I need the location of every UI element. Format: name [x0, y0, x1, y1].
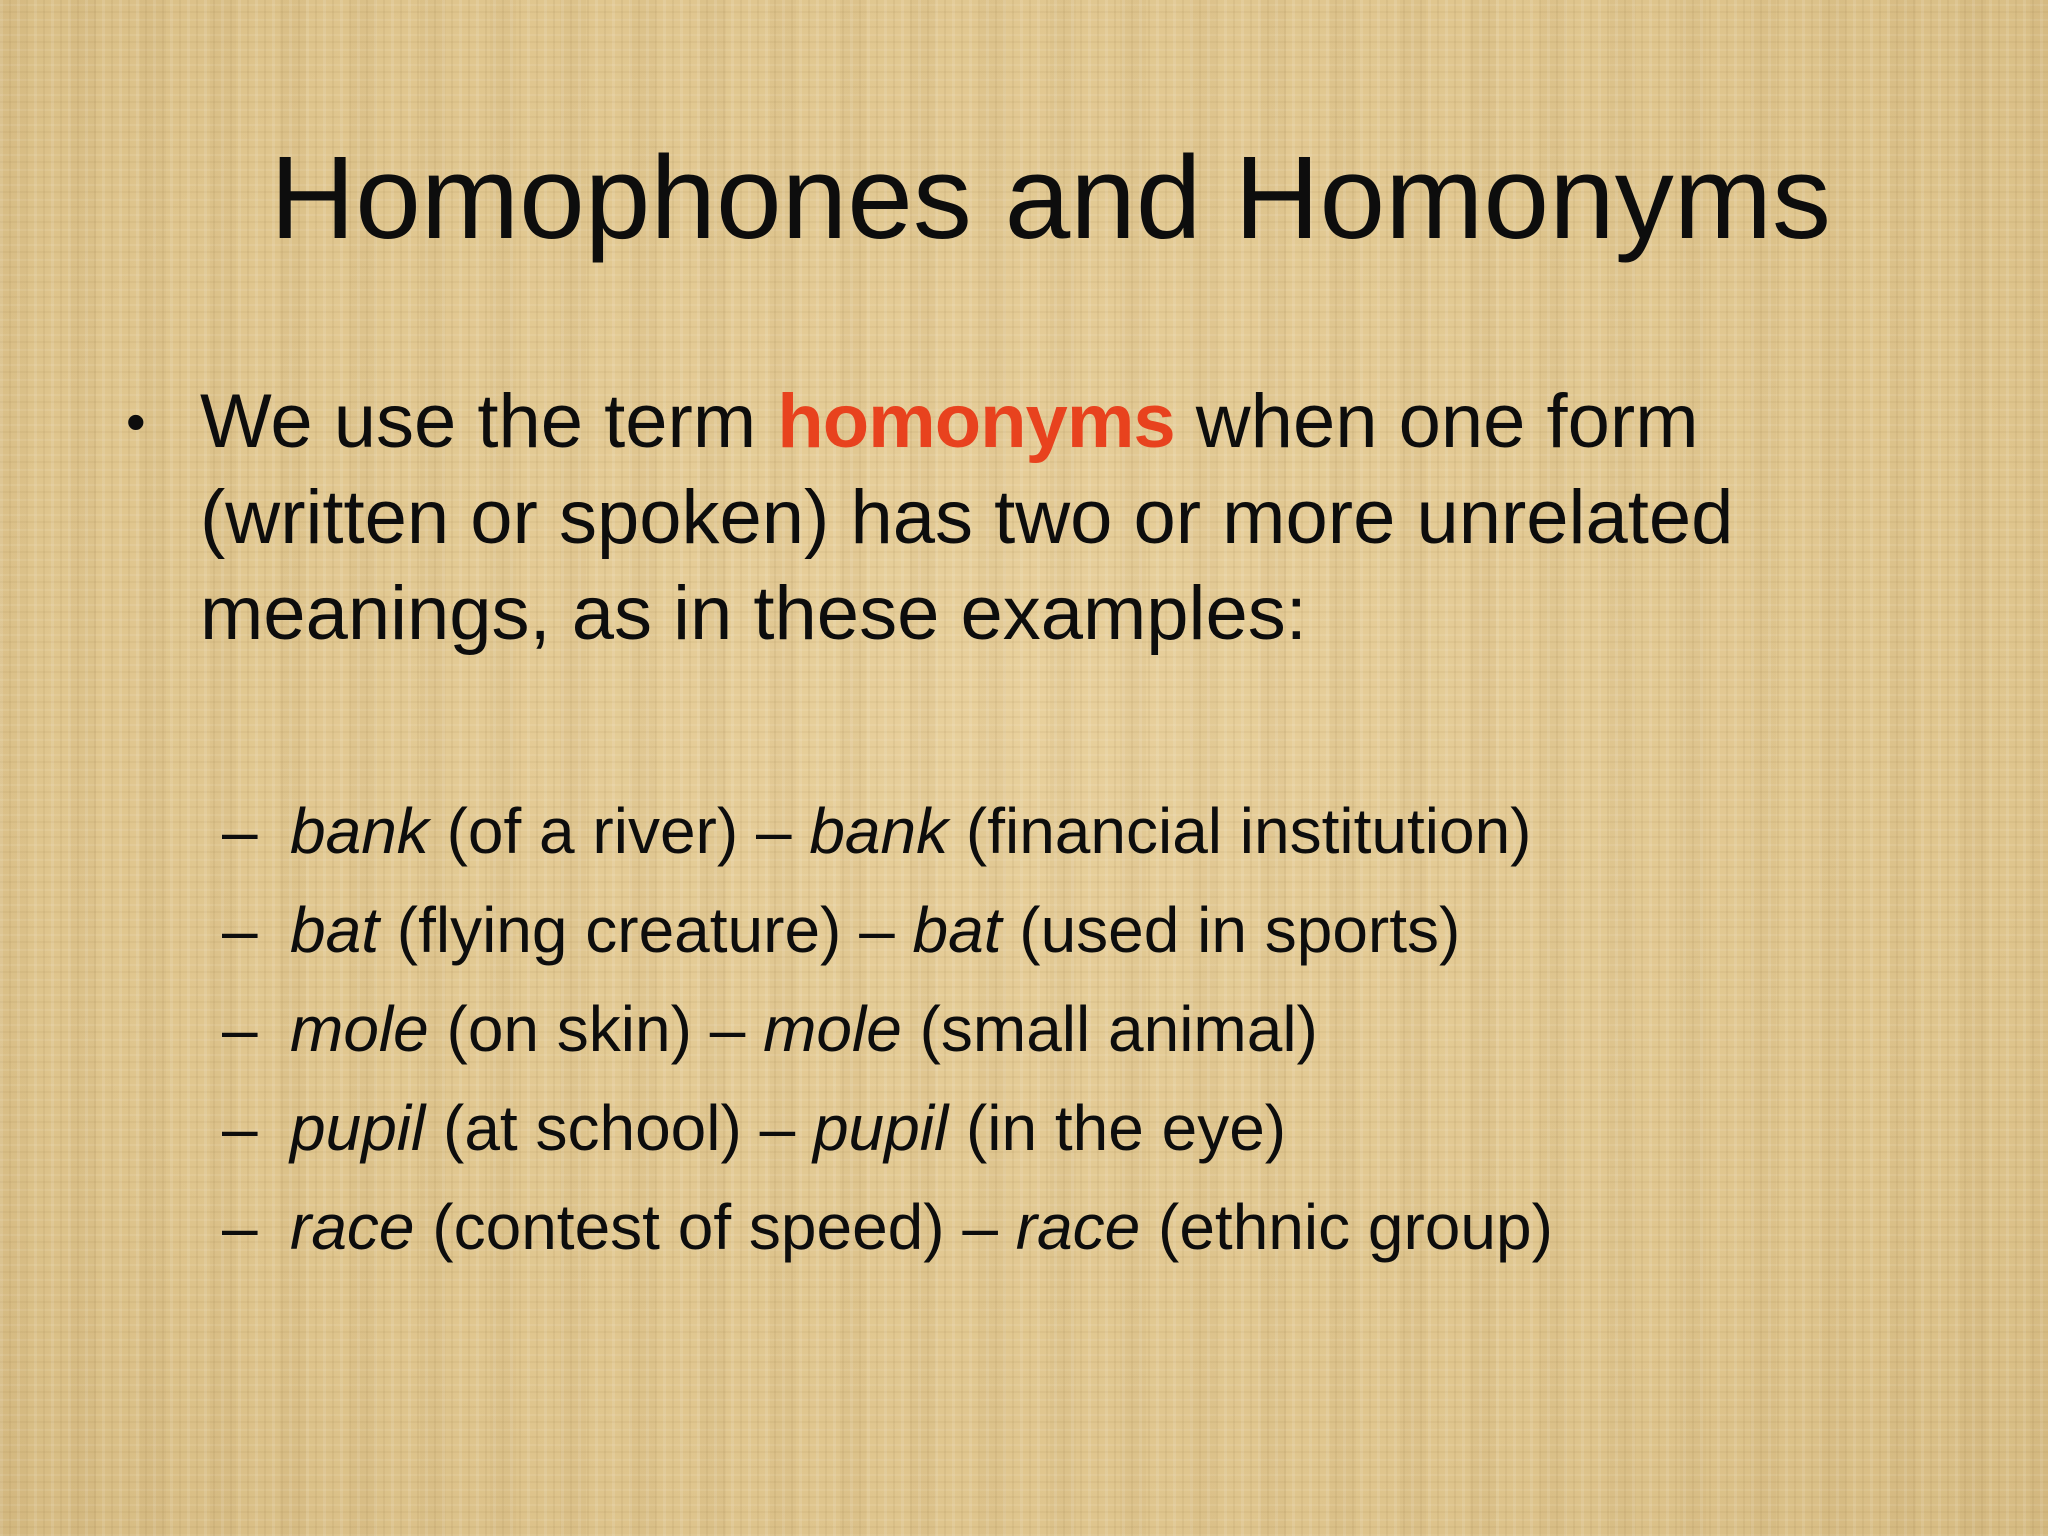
example-meaning: (at school) –: [425, 1092, 813, 1164]
bullet-line-3: meanings, as in these examples:: [200, 571, 1307, 656]
example-word: bank: [290, 795, 429, 867]
bullet-line-2: (written or spoken) has two or more unrelated: [200, 475, 1734, 560]
examples-list: [222, 782, 1553, 1277]
example-meaning: (small animal): [901, 993, 1318, 1065]
example-word: race: [1015, 1191, 1141, 1263]
dash-icon: –: [222, 795, 258, 867]
slide-title: Homophones and Homonyms: [270, 132, 1832, 264]
example-meaning: (ethnic group): [1140, 1191, 1553, 1263]
example-word: bat: [912, 894, 1002, 966]
example-word: pupil: [290, 1092, 426, 1164]
example-item: [222, 782, 1553, 881]
bullet-paragraph: [126, 374, 1900, 662]
keyword-homonyms: homonyms: [777, 379, 1175, 464]
dash-icon: –: [222, 894, 258, 966]
example-word: mole: [763, 993, 902, 1065]
example-meaning: (flying creature) –: [378, 894, 913, 966]
example-word: bat: [290, 894, 379, 966]
example-meaning: (financial institution): [948, 795, 1532, 867]
dash-icon: –: [222, 1191, 258, 1263]
dash-icon: –: [222, 1092, 258, 1164]
example-word: pupil: [812, 1092, 949, 1164]
bullet-icon: •: [126, 390, 146, 453]
example-item: [222, 1079, 1553, 1178]
example-meaning: (used in sports): [1001, 894, 1461, 966]
example-meaning: (contest of speed) –: [414, 1191, 1016, 1263]
bullet-line-1-suffix: when one form: [1174, 379, 1699, 464]
example-item: [222, 1178, 1553, 1277]
bullet-line-1: [200, 374, 1900, 470]
example-word: mole: [290, 993, 429, 1065]
example-word: bank: [809, 795, 949, 867]
example-meaning: (in the eye): [948, 1092, 1287, 1164]
example-meaning: (on skin) –: [428, 993, 764, 1065]
example-meaning: (of a river) –: [428, 795, 810, 867]
bullet-prefix: We use the term: [200, 379, 778, 464]
example-word: race: [290, 1191, 415, 1263]
example-item: [222, 881, 1553, 980]
dash-icon: –: [222, 993, 258, 1065]
example-item: [222, 980, 1553, 1079]
